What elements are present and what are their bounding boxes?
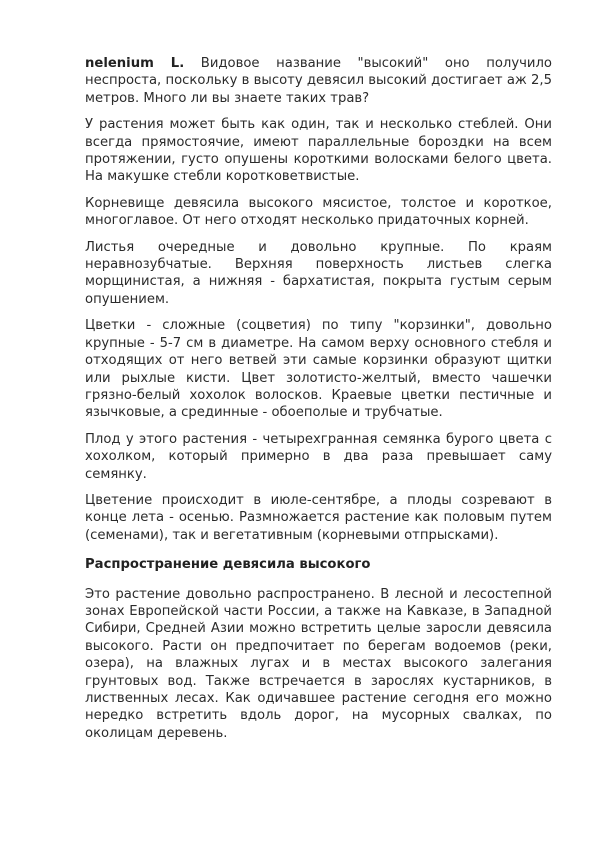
paragraph-flowers: Цветки - сложные (соцветия) по типу "корзинки", довольно крупные - 5-7 см в диаметре. На самом верху основного стебля и отходящих от него ветвей эти самые корзинки образуют щитки или рыхлые кисти. Цвет золотисто-желтый, вместо чашечки грязно-белый хохолок волосков. Краевые цветки пестичные и язычковые, а срединные - обоеполые и трубчатые.: [85, 318, 552, 421]
latin-name: nelenium L.: [85, 56, 185, 71]
paragraph-rhizome: Корневище девясила высокого мясистое, толстое и короткое, многоглавое. От него отходят несколько придаточных корней.: [85, 195, 552, 229]
intro-paragraph: [85, 55, 552, 107]
paragraph-distribution: Это растение довольно распространено. В лесной и лесостепной зонах Европейской части России, а также на Кавказе, в Западной Сибири, Средней Азии можно встретить целые заросли девясила высокого. Расти он предпочитает по берегам водоемов (реки, озера), на влажных лугах и в местах высокого залегания грунтовых вод. Также встречается в зарослях кустарников, в лиственных лесах. Как одичавшее растение сегодня его можно нередко встретить вдоль дорог, на мусорных свалках, по околицам деревень.: [85, 586, 552, 741]
section-heading: Распространение девясила высокого: [85, 557, 371, 573]
paragraph-flowering: Цветение происходит в июле-сентябре, а плоды созревают в конце лета - осенью. Размножается растение как половым путем (семенами), так и вегетативным (корневыми отпрысками).: [85, 492, 552, 543]
document-body: [85, 55, 552, 751]
paragraph-stems: У растения может быть как один, так и несколько стеблей. Они всегда прямостоячие, имеют параллельные бороздки на всем протяжении, густо опушены короткими волосками белого цвета. На макушке стебли коротковетвистые.: [85, 117, 552, 185]
paragraph-fruit: Плод у этого растения - четырехгранная семянка бурого цвета с хохолком, который примерно в два раза превышает саму семянку.: [85, 431, 552, 482]
paragraph-leaves: Листья очередные и довольно крупные. По краям неравнозубчатые. Верхняя поверхность листьев слегка морщинистая, а нижняя - бархатистая, покрыта густым серым опушением.: [85, 239, 552, 307]
intro-text: Видовое название "высокий" оно получило неспроста, поскольку в высоту девясил высокий достигает аж 2,5 метров. Много ли вы знаете таких трав?: [85, 56, 552, 106]
